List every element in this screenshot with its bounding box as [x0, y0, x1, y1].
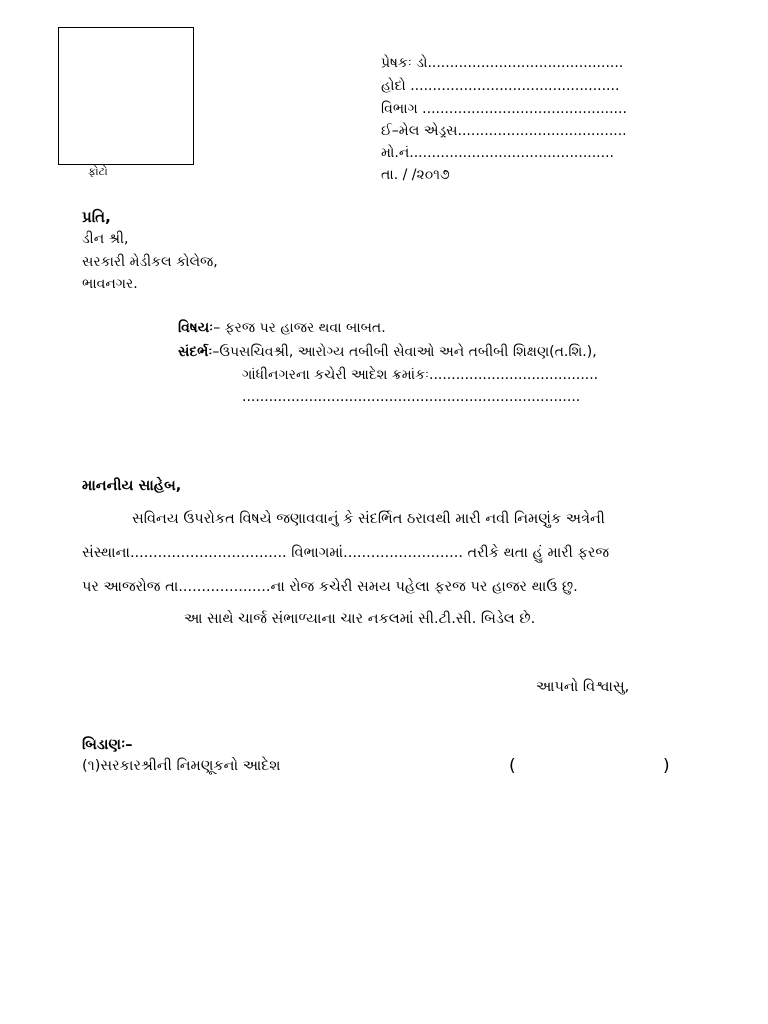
recipient-heading: પ્રતિ,: [82, 208, 111, 226]
body-line: પર આજરોજ તા....................ના રોજ કચેરી સમય પહેલા ફરજ પર હાજર થાઉ છુ.: [82, 579, 578, 595]
body-line: સંસ્થાના.................................. વિભાગમાં.......................... તરીકે થતા હું મારી ફરજ: [82, 545, 610, 561]
reference-order-line: ગાંધીનગરના કચેરી આદેશ ક્રમાંકઃ......................................: [242, 367, 599, 383]
enclosure-paren-open: (: [509, 756, 516, 776]
photo-label: ફોટો: [88, 165, 108, 178]
body-line: સવિનય ઉપરોકત વિષયે જણાવવાનું કે સંદર્ભિત ઠરાવથી મારી નવી નિમણુંક અત્રેની: [132, 511, 605, 527]
sender-department-line: વિભાગ ..............................................: [381, 101, 627, 117]
photo-box: [58, 27, 194, 165]
reference-text: –ઉપસચિવશ્રી, આરોગ્ય તબીબી સેવાઓ અને તબીબી શિક્ષણ(ત.શિ.),: [212, 344, 597, 360]
reference-blank-line: ............................................................................: [242, 389, 581, 405]
enclosure-item: (૧)સરકારશ્રીની નિમણૂકનો આદેશ: [82, 758, 281, 774]
sender-email-line: ઈ–મેલ એડ્રસ......................................: [381, 123, 627, 139]
sender-mobile-line: મો.નં..............................................: [381, 145, 614, 161]
recipient-line: ડીન શ્રી,: [82, 231, 129, 247]
sender-designation-line: હોદો ...............................................: [381, 78, 620, 94]
subject-label: વિષયઃ: [178, 320, 214, 336]
sender-name-line: પ્રેષકઃ ડો............................................: [381, 55, 624, 71]
enclosure-paren-close: ): [663, 756, 670, 776]
date-line: તા. / /૨૦૧૭: [381, 167, 450, 183]
subject-text: – ફરજ પર હાજર થવા બાબત.: [213, 320, 386, 336]
reference-line: [178, 344, 597, 360]
recipient-line: સરકારી મેડીકલ કોલેજ,: [82, 254, 218, 270]
body-line: આ સાથે ચાર્જ સંભાળ્યાના ચાર નકલમાં સી.ટી.સી. બિડેલ છે.: [184, 611, 536, 627]
subject-line: [178, 320, 386, 336]
reference-label: સંદર્ભઃ: [178, 344, 213, 360]
enclosure-label: બિડાણઃ–: [82, 737, 133, 753]
salutation: માનનીય સાહેબ,: [82, 478, 182, 494]
closing: આપનો વિશ્વાસુ,: [536, 679, 630, 695]
recipient-line: ભાવનગર.: [82, 276, 138, 292]
